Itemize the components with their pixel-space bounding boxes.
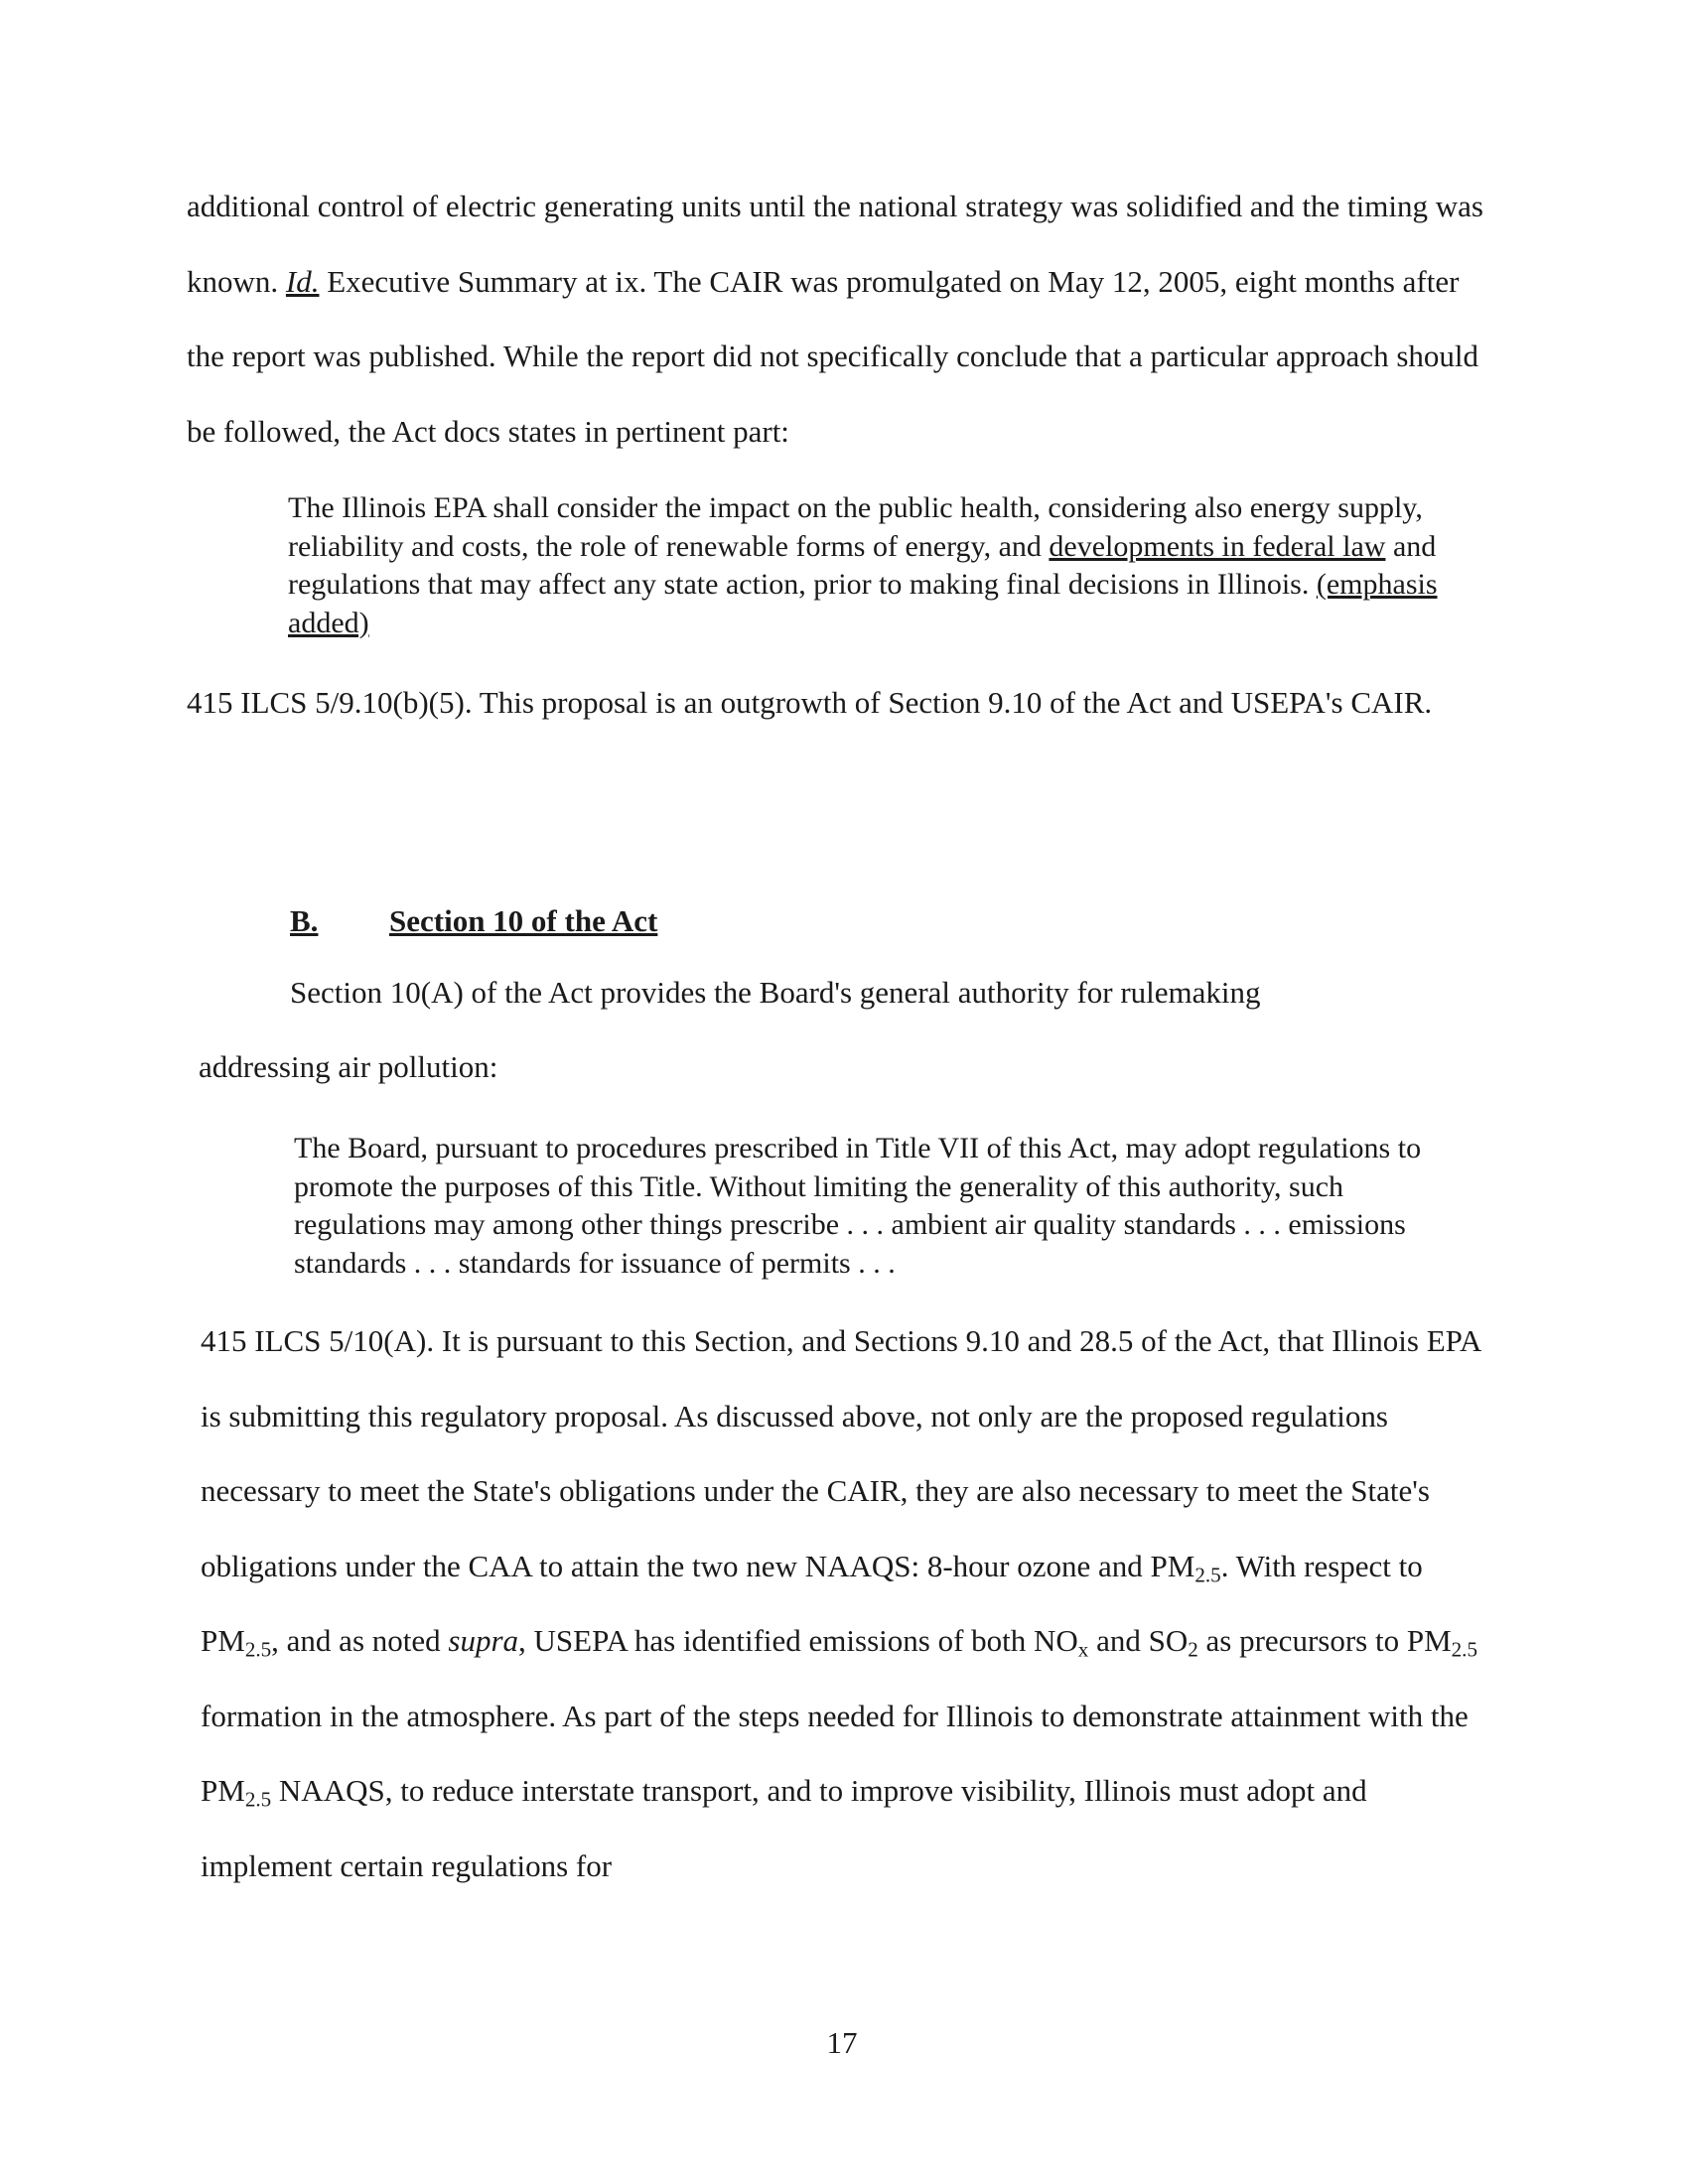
paragraph-intro: [187, 169, 1497, 469]
subscript: 2.5: [244, 1787, 272, 1812]
section-heading: [290, 901, 657, 941]
paragraph-text: additional control of electric generating units until the national strategy was solidified and the timing was known.: [187, 189, 1483, 299]
paragraph-text: Executive Summary at ix. The CAIR was promulgated on May 12, 2005, eight months after the report was published. While the report did not specifically conclude that a particular approach should be followed, the Act docs states in pertinent part:: [187, 263, 1479, 449]
emphasis-note: (emphasis added): [288, 568, 1438, 639]
block-quote-section-10: The Board, pursuant to procedures prescribed in Title VII of this Act, may adopt regulations to promote the purposes of this Title. Without limiting the generality of this authority, such regulations may among other things prescribe . . . ambient air quality standards . . . emissions standards . . . standards for issuance of permits . . .: [294, 1132, 1422, 1280]
subscript: 2.5: [1194, 1562, 1221, 1586]
paragraph-text: . With respect to PM: [201, 1548, 1423, 1658]
paragraph-text: 415 ILCS 5/10(A). It is pursuant to this Section, and Sections 9.10 and 28.5 of the Act, that Illinois EPA is submitting this regulatory proposal. As discussed above, not only are the proposed regulations necessary to meet the State's obligations under the CAIR, they are also necessary to meet the State's obligations under the CAA to attain the two new NAAQS: 8-hour ozone and PM: [201, 1323, 1480, 1583]
paragraph-section-10-intro-cont: addressing air pollution:: [199, 1049, 498, 1084]
underlined-phrase: developments in federal law: [1049, 529, 1386, 563]
citation-id: Id.: [285, 263, 320, 299]
quote-text: The Illinois EPA shall consider the impact on the public health, considering also energy supply, reliability and costs, the role of renewable forms of energy, and: [288, 491, 1423, 563]
subscript: x: [1077, 1637, 1089, 1662]
paragraph-text: NAAQS, to reduce interstate transport, and to improve visibility, Illinois must adopt and implement certain regulations for: [201, 1773, 1367, 1883]
paragraph-citation-9-10: 415 ILCS 5/9.10(b)(5). This proposal is an outgrowth of Section 9.10 of the Act and USEPA's CAIR.: [187, 685, 1433, 720]
paragraph-text: as precursors to PM: [1197, 1623, 1452, 1658]
section-label: B.: [290, 903, 319, 938]
block-quote-section-9-10: [288, 489, 1450, 642]
paragraph-section-10-intro: Section 10(A) of the Act provides the Board's general authority for rulemaking: [290, 975, 1261, 1010]
subscript: 2.5: [244, 1637, 272, 1662]
paragraph-text: formation in the atmosphere. As part of the steps needed for Illinois to demonstrate attainment with the PM: [201, 1698, 1469, 1808]
italic-term: supra: [448, 1623, 519, 1658]
paragraph-section-10-discussion: [201, 1303, 1481, 1903]
quote-text: and regulations that may affect any state action, prior to making final decisions in Illinois.: [288, 529, 1437, 601]
paragraph-text: and SO: [1088, 1623, 1189, 1658]
paragraph-text: , USEPA has identified emissions of both NO: [518, 1623, 1078, 1658]
paragraph-text: , and as noted: [271, 1623, 449, 1658]
page-number: 17: [826, 2025, 858, 2060]
subscript: 2.5: [1451, 1637, 1477, 1662]
section-title: Section 10 of the Act: [389, 903, 658, 938]
subscript: 2: [1188, 1637, 1198, 1662]
